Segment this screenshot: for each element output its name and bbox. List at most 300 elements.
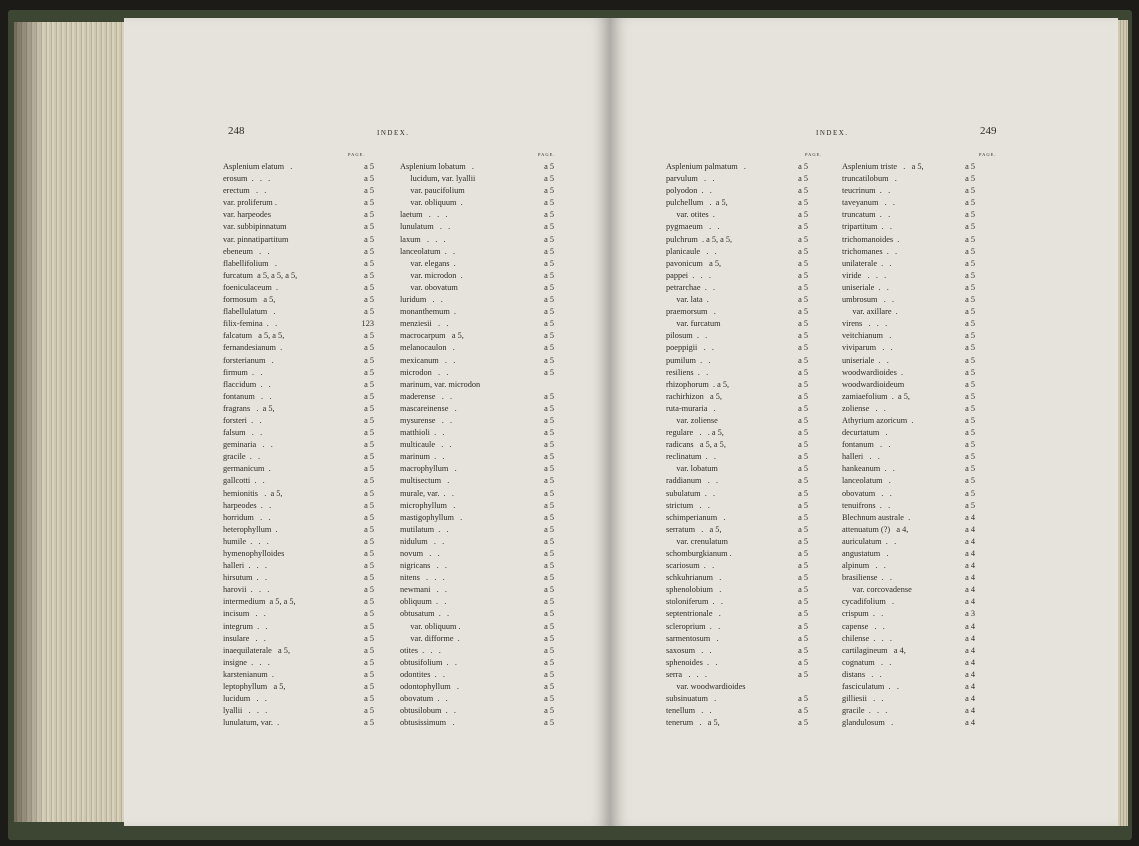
- index-entry: [666, 330, 808, 342]
- entry-page-ref: a 5: [544, 669, 554, 679]
- index-entry: [842, 475, 975, 487]
- index-entry: [400, 246, 554, 258]
- index-entry: [842, 463, 975, 475]
- index-entry: [666, 294, 808, 306]
- index-entry: [400, 475, 554, 487]
- index-entry: [400, 330, 554, 342]
- entry-term: otites . . .: [400, 645, 441, 655]
- entry-term: cycadifolium .: [842, 597, 895, 607]
- entry-page-ref: a 4: [965, 633, 975, 643]
- entry-term: lanceolatum . .: [400, 246, 456, 256]
- index-entry: [223, 488, 374, 500]
- index-entry: [666, 645, 808, 657]
- entry-page-ref: a 5: [544, 585, 554, 595]
- entry-term: fasciculatum . .: [842, 682, 899, 692]
- entry-page-ref: a 3: [965, 609, 975, 619]
- index-entry: [223, 209, 374, 221]
- entry-term: praemorsum .: [666, 307, 716, 317]
- entry-page-ref: a 5: [544, 549, 554, 558]
- left-page: [124, 18, 610, 826]
- entry-term: microdon . .: [400, 367, 449, 377]
- index-entry: [223, 669, 374, 681]
- entry-term: gracile . .: [223, 452, 261, 462]
- entry-term: zoliense . .: [842, 403, 886, 413]
- entry-term: erectum . .: [223, 186, 267, 196]
- entry-page-ref: a 5: [544, 718, 554, 728]
- entry-page-ref: a 5: [364, 573, 374, 583]
- entry-term: uniseriale . .: [842, 355, 889, 365]
- entry-page-ref: a 5: [364, 331, 374, 341]
- index-entry: [223, 258, 374, 270]
- entry-page-ref: a 5: [798, 488, 808, 498]
- entry-term: Asplenium elatum .: [223, 162, 293, 171]
- index-entry: [666, 173, 808, 185]
- entry-term: pygmaeum . .: [666, 222, 720, 232]
- index-entry: [223, 379, 374, 391]
- index-entry: [666, 705, 808, 717]
- entry-page-ref: a 5: [798, 282, 808, 292]
- entry-term: lyallii . . .: [223, 706, 268, 716]
- entry-page-ref: a 5: [965, 488, 975, 498]
- entry-page-ref: a 5: [798, 391, 808, 401]
- entry-page-ref: a 5: [798, 621, 808, 631]
- entry-term: strictum . .: [666, 500, 710, 510]
- index-entry: [400, 367, 554, 379]
- index-entry: [666, 584, 808, 596]
- entry-page-ref: a 5: [364, 452, 374, 462]
- entry-term: var. axillare .: [842, 307, 898, 317]
- entry-term: ruta-muraria .: [666, 403, 716, 413]
- index-entry: [223, 185, 374, 197]
- index-entry: [842, 197, 975, 209]
- index-entry: [842, 355, 975, 367]
- entry-term: monanthemum .: [400, 307, 456, 317]
- entry-page-ref: a 5: [544, 415, 554, 425]
- entry-page-ref: a 5: [364, 440, 374, 450]
- index-entry: [400, 258, 554, 270]
- entry-page-ref: a 4: [965, 585, 975, 595]
- entry-page-ref: a 4: [965, 549, 975, 558]
- entry-page-ref: a 5: [544, 621, 554, 631]
- index-entry: [223, 608, 374, 620]
- entry-term: uniseriale . .: [842, 282, 889, 292]
- index-entry: [666, 548, 808, 560]
- entry-term: matthioli . .: [400, 428, 445, 438]
- entry-term: tenerum . a 5,: [666, 718, 720, 728]
- index-entry: [400, 488, 554, 500]
- entry-page-ref: a 4: [965, 706, 975, 716]
- index-entry: [223, 548, 374, 560]
- index-entry: [400, 621, 554, 633]
- index-entry: [842, 596, 975, 608]
- entry-page-ref: a 5: [364, 512, 374, 522]
- entry-page-ref: a 5: [798, 609, 808, 619]
- entry-term: parvulum . .: [666, 174, 715, 184]
- entry-term: forsteri . .: [223, 415, 262, 425]
- entry-page-ref: a 5: [364, 718, 374, 728]
- index-entry: [223, 657, 374, 669]
- entry-page-ref: a 5: [544, 307, 554, 317]
- entry-page-ref: a 5: [965, 198, 975, 208]
- entry-term: foeniculaceum .: [223, 282, 279, 292]
- entry-page-ref: a 5: [798, 186, 808, 196]
- entry-page-ref: a 5: [965, 222, 975, 232]
- entry-term: integrum . .: [223, 621, 268, 631]
- entry-term: var. difforme .: [400, 633, 460, 643]
- entry-page-ref: a 5: [798, 295, 808, 305]
- entry-term: sphenoides . .: [666, 657, 718, 667]
- entry-term: veitchianum .: [842, 331, 892, 341]
- entry-page-ref: a 5: [364, 198, 374, 208]
- entry-term: poeppigii . .: [666, 343, 714, 353]
- index-entry: [666, 524, 808, 536]
- entry-page-ref: a 5: [965, 307, 975, 317]
- entry-page-ref: a 5: [798, 669, 808, 679]
- index-entry: [666, 379, 808, 391]
- entry-page-ref: a 5: [364, 428, 374, 438]
- index-entry: [223, 451, 374, 463]
- entry-page-ref: a 5: [798, 585, 808, 595]
- index-entry: [223, 294, 374, 306]
- entry-page-ref: a 5: [965, 331, 975, 341]
- index-entry: [842, 367, 975, 379]
- index-entry: [223, 645, 374, 657]
- entry-page-ref: a 5: [798, 657, 808, 667]
- index-entry: [666, 367, 808, 379]
- index-entry: [842, 705, 975, 717]
- index-entry: [223, 306, 374, 318]
- index-entry: [842, 621, 975, 633]
- index-entry: [223, 427, 374, 439]
- entry-term: viride . . .: [842, 270, 887, 280]
- index-entry: [400, 391, 554, 403]
- entry-page-ref: a 4: [965, 621, 975, 631]
- entry-page-ref: a 5: [364, 536, 374, 546]
- entry-page-ref: a 4: [965, 682, 975, 692]
- entry-term: lunulatum . .: [400, 222, 451, 232]
- entry-term: lunulatum, var. .: [223, 718, 280, 728]
- entry-page-ref: a 5: [798, 270, 808, 280]
- entry-term: subulatum . .: [666, 488, 716, 498]
- index-entry: [223, 318, 374, 330]
- entry-page-ref: a 5: [544, 331, 554, 341]
- index-entry: [842, 161, 975, 173]
- index-entry: [223, 633, 374, 645]
- entry-term: lanceolatum .: [842, 476, 891, 486]
- entry-page-ref: a 5: [364, 210, 374, 220]
- entry-page-ref: a 5: [364, 307, 374, 317]
- index-entry: [223, 391, 374, 403]
- entry-term: distans . .: [842, 669, 882, 679]
- entry-term: murale, var. . .: [400, 488, 454, 498]
- entry-page-ref: 123: [361, 319, 374, 329]
- entry-page-ref: a 5: [798, 210, 808, 220]
- entry-page-ref: a 5: [965, 415, 975, 425]
- entry-page-ref: a 5: [965, 343, 975, 353]
- index-entry: [842, 234, 975, 246]
- entry-term: attenuatum (?) a 4,: [842, 524, 909, 534]
- entry-page-ref: a 5: [544, 657, 554, 667]
- entry-term: macrocarpum a 5,: [400, 331, 464, 341]
- index-entry: [400, 403, 554, 415]
- page-number: 249: [980, 125, 997, 137]
- entry-page-ref: a 5: [965, 319, 975, 329]
- entry-page-ref: a 5: [544, 464, 554, 474]
- entry-term: geminaria . .: [223, 440, 273, 450]
- entry-term: rachirhizon a 5,: [666, 391, 722, 401]
- entry-term: humile . . .: [223, 536, 269, 546]
- entry-page-ref: a 5: [798, 573, 808, 583]
- index-entry: [223, 197, 374, 209]
- index-entry: [666, 306, 808, 318]
- entry-page-ref: a 5: [965, 476, 975, 486]
- index-entry: [223, 161, 374, 173]
- index-entry: [400, 669, 554, 681]
- index-entry: [223, 270, 374, 282]
- entry-page-ref: a 4: [965, 536, 975, 546]
- entry-term: var. elegans .: [400, 258, 456, 268]
- column-header: PAGE.: [979, 152, 997, 157]
- entry-term: tenellum . .: [666, 706, 712, 716]
- index-entry: [400, 185, 554, 197]
- entry-term: raddianum . .: [666, 476, 719, 486]
- entry-page-ref: a 5: [364, 258, 374, 268]
- index-entry: [223, 621, 374, 633]
- entry-page-ref: a 5: [965, 440, 975, 450]
- index-entry: [666, 451, 808, 463]
- entry-page-ref: a 5: [364, 500, 374, 510]
- index-entry: [666, 439, 808, 451]
- index-entry: [223, 584, 374, 596]
- entry-page-ref: a 5: [965, 282, 975, 292]
- entry-page-ref: a 4: [965, 524, 975, 534]
- entry-page-ref: a 5: [544, 234, 554, 244]
- entry-term: intermedium a 5, a 5,: [223, 597, 296, 607]
- index-entry: [400, 209, 554, 221]
- index-entry: [223, 717, 374, 729]
- index-entry: [842, 536, 975, 548]
- entry-term: zamiaefolium . a 5,: [842, 391, 910, 401]
- entry-page-ref: a 5: [798, 694, 808, 704]
- index-entry: [400, 161, 554, 173]
- index-entry: [666, 209, 808, 221]
- index-entry: [400, 524, 554, 536]
- entry-page-ref: a 5: [544, 198, 554, 208]
- index-entry: [400, 355, 554, 367]
- index-entry: [842, 246, 975, 258]
- index-entry: [842, 209, 975, 221]
- entry-term: chilense . . .: [842, 633, 893, 643]
- entry-term: obovatum . .: [400, 694, 448, 704]
- entry-term: woodwardioideum: [842, 379, 905, 389]
- entry-page-ref: a 5: [798, 524, 808, 534]
- index-entry: [842, 306, 975, 318]
- index-entry: [400, 548, 554, 560]
- entry-page-ref: a 5: [798, 222, 808, 232]
- index-entry: [400, 439, 554, 451]
- entry-page-ref: a 5: [544, 186, 554, 196]
- entry-term: var. crenulatum: [666, 536, 728, 546]
- entry-term: regulare . . a 5,: [666, 428, 724, 438]
- entry-page-ref: a 5: [544, 524, 554, 534]
- index-entry: [842, 258, 975, 270]
- entry-term: schomburgkianum .: [666, 549, 732, 558]
- entry-term: odontites . .: [400, 669, 445, 679]
- entry-term: insigne . . .: [223, 657, 270, 667]
- index-entry: [223, 475, 374, 487]
- entry-page-ref: a 5: [364, 621, 374, 631]
- entry-page-ref: a 5: [544, 500, 554, 510]
- index-entry: [666, 717, 808, 729]
- index-entry: [666, 536, 808, 548]
- index-entry: [842, 584, 975, 596]
- index-entry: [842, 379, 975, 391]
- entry-page-ref: a 5: [798, 549, 808, 558]
- entry-term: alpinum . .: [842, 561, 886, 571]
- entry-page-ref: a 5: [798, 379, 808, 389]
- entry-page-ref: a 5: [544, 645, 554, 655]
- entry-page-ref: a 5: [544, 536, 554, 546]
- index-entry: [666, 282, 808, 294]
- entry-term: microphyllum .: [400, 500, 456, 510]
- index-entry: [666, 681, 808, 693]
- entry-page-ref: a 5: [798, 452, 808, 462]
- entry-term: var. zoliense: [666, 415, 718, 425]
- entry-term: maderense . .: [400, 391, 453, 401]
- entry-page-ref: a 5: [364, 282, 374, 292]
- entry-term: Blechnum australe .: [842, 512, 911, 522]
- index-entry: [400, 693, 554, 705]
- index-entry: [842, 681, 975, 693]
- entry-page-ref: a 5: [798, 415, 808, 425]
- index-entry: [400, 584, 554, 596]
- entry-page-ref: a 5: [798, 633, 808, 643]
- entry-term: newmani . .: [400, 585, 448, 595]
- entry-page-ref: a 5: [544, 343, 554, 353]
- entry-term: var. paucifolium: [400, 186, 465, 196]
- entry-page-ref: a 5: [544, 295, 554, 305]
- entry-term: scleroprium . .: [666, 621, 721, 631]
- index-entry: [223, 439, 374, 451]
- index-entry: [666, 391, 808, 403]
- entry-term: gilliesii . .: [842, 694, 884, 704]
- column-header: PAGE.: [805, 152, 823, 157]
- index-entry: [400, 306, 554, 318]
- index-entry: [666, 693, 808, 705]
- index-entry: [842, 512, 975, 524]
- page-edges: [14, 22, 126, 822]
- entry-term: taveyanum . .: [842, 198, 895, 208]
- entry-term: unilaterale . .: [842, 258, 892, 268]
- entry-page-ref: a 4: [965, 694, 975, 704]
- index-entry: [666, 270, 808, 282]
- entry-page-ref: a 5: [965, 403, 975, 413]
- entry-term: heterophyllum .: [223, 524, 278, 534]
- entry-term: woodwardioides .: [842, 367, 904, 377]
- entry-page-ref: a 5: [544, 694, 554, 704]
- index-entry: [842, 500, 975, 512]
- entry-page-ref: a 5: [798, 561, 808, 571]
- entry-page-ref: a 5: [544, 706, 554, 716]
- index-entry: [223, 693, 374, 705]
- entry-term: incisum . .: [223, 609, 266, 619]
- index-entry: [223, 536, 374, 548]
- entry-term: horridum . .: [223, 512, 271, 522]
- entry-term: forsterianum .: [223, 355, 274, 365]
- running-title: INDEX.: [377, 129, 410, 137]
- entry-term: Athyrium azoricum .: [842, 415, 914, 425]
- index-entry: [223, 705, 374, 717]
- entry-term: decurtatum .: [842, 428, 888, 438]
- index-entry: [400, 560, 554, 572]
- entry-term: ebeneum . .: [223, 246, 270, 256]
- entry-term: falcatum a 5, a 5,: [223, 331, 285, 341]
- entry-page-ref: a 5: [544, 512, 554, 522]
- index-entry: [842, 185, 975, 197]
- index-column: [842, 161, 975, 729]
- index-entry: [223, 282, 374, 294]
- entry-page-ref: a 5: [364, 391, 374, 401]
- entry-term: insulare . .: [223, 633, 266, 643]
- entry-term: Asplenium triste . a 5,: [842, 162, 924, 171]
- index-entry: [400, 645, 554, 657]
- entry-term: trichomanoides .: [842, 234, 900, 244]
- entry-term: gracile . . .: [842, 706, 888, 716]
- entry-page-ref: a 5: [798, 367, 808, 377]
- column-header: PAGE.: [538, 152, 556, 157]
- index-entry: [400, 633, 554, 645]
- index-entry: [223, 560, 374, 572]
- entry-page-ref: a 5: [364, 355, 374, 365]
- entry-page-ref: a 5: [798, 307, 808, 317]
- entry-page-ref: a 5: [798, 246, 808, 256]
- index-entry: [842, 282, 975, 294]
- index-entry: [842, 221, 975, 233]
- entry-term: inaequilaterale a 5,: [223, 645, 291, 655]
- entry-term: harpeodes . .: [223, 500, 272, 510]
- entry-page-ref: a 5: [364, 682, 374, 692]
- entry-term: pavonicum a 5,: [666, 258, 722, 268]
- index-entry: [223, 403, 374, 415]
- entry-term: filix-femina . .: [223, 319, 278, 329]
- index-entry: [666, 185, 808, 197]
- entry-term: teucrinum . .: [842, 186, 891, 196]
- entry-term: crispum . .: [842, 609, 884, 619]
- index-entry: [666, 669, 808, 681]
- index-entry: [842, 427, 975, 439]
- index-entry: [842, 294, 975, 306]
- entry-page-ref: a 5: [798, 162, 808, 171]
- entry-page-ref: a 5: [798, 476, 808, 486]
- entry-page-ref: a 5: [364, 343, 374, 353]
- column-header: PAGE.: [348, 152, 366, 157]
- entry-page-ref: a 5: [965, 246, 975, 256]
- entry-term: viviparum . .: [842, 343, 893, 353]
- entry-page-ref: a 5: [364, 706, 374, 716]
- index-entry: [400, 572, 554, 584]
- entry-term: nidulum . .: [400, 536, 445, 546]
- entry-page-ref: a 5: [965, 186, 975, 196]
- index-entry: [842, 342, 975, 354]
- entry-page-ref: a 4: [965, 561, 975, 571]
- entry-term: serratum . a 5,: [666, 524, 722, 534]
- index-entry: [666, 500, 808, 512]
- entry-page-ref: a 5: [798, 718, 808, 728]
- index-entry: [223, 173, 374, 185]
- entry-page-ref: a 5: [544, 391, 554, 401]
- index-entry: [842, 524, 975, 536]
- entry-term: scariosum . .: [666, 561, 715, 571]
